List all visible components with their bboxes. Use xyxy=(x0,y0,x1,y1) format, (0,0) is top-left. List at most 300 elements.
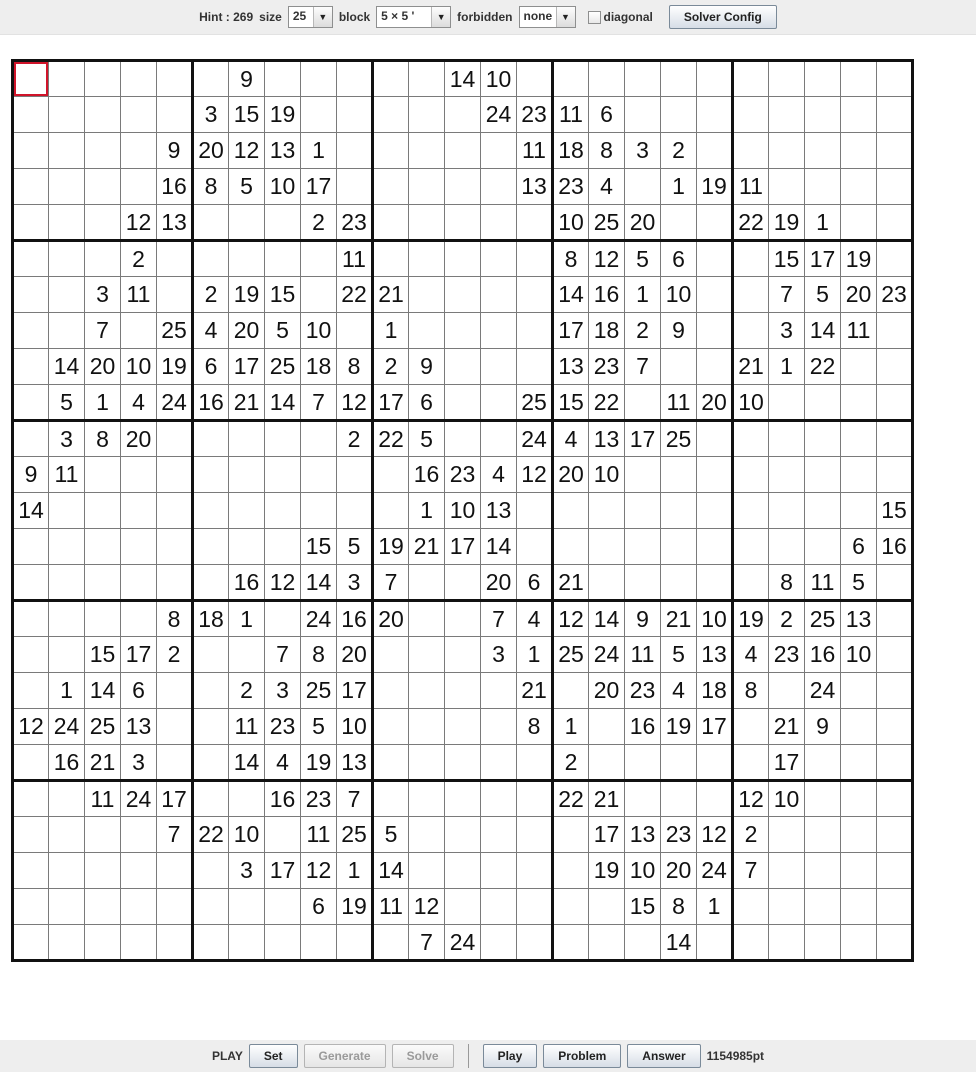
grid-cell[interactable]: 15 xyxy=(85,637,121,673)
grid-cell[interactable]: 20 xyxy=(373,601,409,637)
grid-cell[interactable]: 6 xyxy=(409,385,445,421)
grid-cell[interactable] xyxy=(697,493,733,529)
grid-cell[interactable]: 22 xyxy=(553,781,589,817)
grid-cell[interactable] xyxy=(85,853,121,889)
grid-cell[interactable]: 1 xyxy=(85,385,121,421)
grid-cell[interactable] xyxy=(697,349,733,385)
grid-cell[interactable] xyxy=(409,133,445,169)
grid-cell[interactable]: 12 xyxy=(301,853,337,889)
grid-cell[interactable] xyxy=(481,817,517,853)
grid-cell[interactable]: 19 xyxy=(265,97,301,133)
grid-cell[interactable] xyxy=(13,277,49,313)
grid-cell[interactable]: 10 xyxy=(841,637,877,673)
grid-cell[interactable] xyxy=(841,349,877,385)
grid-cell[interactable] xyxy=(409,313,445,349)
grid-cell[interactable]: 4 xyxy=(193,313,229,349)
grid-cell[interactable] xyxy=(517,889,553,925)
grid-cell[interactable]: 20 xyxy=(589,673,625,709)
grid-cell[interactable]: 3 xyxy=(193,97,229,133)
grid-cell[interactable]: 19 xyxy=(229,277,265,313)
grid-cell[interactable] xyxy=(805,421,841,457)
grid-cell[interactable]: 20 xyxy=(697,385,733,421)
grid-cell[interactable]: 19 xyxy=(661,709,697,745)
grid-cell[interactable]: 10 xyxy=(337,709,373,745)
grid-cell[interactable] xyxy=(841,97,877,133)
grid-cell[interactable]: 5 xyxy=(373,817,409,853)
grid-cell[interactable]: 13 xyxy=(517,169,553,205)
grid-cell[interactable]: 24 xyxy=(157,385,193,421)
grid-cell[interactable] xyxy=(229,421,265,457)
grid-cell[interactable] xyxy=(697,277,733,313)
grid-cell[interactable] xyxy=(697,457,733,493)
grid-cell[interactable] xyxy=(157,493,193,529)
grid-cell[interactable] xyxy=(805,97,841,133)
grid-cell[interactable]: 16 xyxy=(877,529,913,565)
grid-cell[interactable] xyxy=(49,205,85,241)
grid-cell[interactable]: 11 xyxy=(85,781,121,817)
grid-cell[interactable]: 1 xyxy=(337,853,373,889)
grid-cell[interactable]: 20 xyxy=(553,457,589,493)
grid-cell[interactable] xyxy=(409,637,445,673)
grid-cell[interactable] xyxy=(13,241,49,277)
grid-cell[interactable]: 4 xyxy=(481,457,517,493)
grid-cell[interactable] xyxy=(13,205,49,241)
answer-button[interactable]: Answer xyxy=(627,1044,700,1068)
grid-cell[interactable] xyxy=(13,889,49,925)
grid-cell[interactable]: 17 xyxy=(265,853,301,889)
grid-cell[interactable] xyxy=(481,241,517,277)
grid-cell[interactable]: 10 xyxy=(481,61,517,97)
grid-cell[interactable]: 6 xyxy=(517,565,553,601)
grid-cell[interactable] xyxy=(85,169,121,205)
grid-cell[interactable]: 12 xyxy=(553,601,589,637)
grid-cell[interactable] xyxy=(13,385,49,421)
grid-cell[interactable]: 4 xyxy=(733,637,769,673)
grid-cell[interactable] xyxy=(805,493,841,529)
grid-cell[interactable]: 14 xyxy=(445,61,481,97)
grid-cell[interactable]: 13 xyxy=(697,637,733,673)
grid-cell[interactable]: 19 xyxy=(769,205,805,241)
grid-cell[interactable]: 17 xyxy=(697,709,733,745)
grid-cell[interactable] xyxy=(445,385,481,421)
grid-cell[interactable] xyxy=(373,781,409,817)
grid-cell[interactable]: 25 xyxy=(157,313,193,349)
grid-cell[interactable]: 3 xyxy=(121,745,157,781)
grid-cell[interactable] xyxy=(13,601,49,637)
grid-cell[interactable] xyxy=(661,349,697,385)
grid-cell[interactable] xyxy=(13,565,49,601)
grid-cell[interactable] xyxy=(481,349,517,385)
grid-cell[interactable] xyxy=(13,781,49,817)
grid-cell[interactable]: 23 xyxy=(661,817,697,853)
grid-cell[interactable] xyxy=(49,925,85,961)
grid-cell[interactable] xyxy=(409,169,445,205)
grid-cell[interactable] xyxy=(157,709,193,745)
grid-cell[interactable]: 23 xyxy=(301,781,337,817)
grid-cell[interactable] xyxy=(373,493,409,529)
grid-cell[interactable]: 7 xyxy=(481,601,517,637)
grid-cell[interactable]: 8 xyxy=(517,709,553,745)
grid-cell[interactable] xyxy=(697,97,733,133)
grid-cell[interactable] xyxy=(697,313,733,349)
grid-cell[interactable] xyxy=(265,601,301,637)
grid-cell[interactable] xyxy=(697,565,733,601)
grid-cell[interactable]: 20 xyxy=(337,637,373,673)
grid-cell[interactable] xyxy=(625,169,661,205)
grid-cell[interactable] xyxy=(661,781,697,817)
grid-cell[interactable]: 25 xyxy=(265,349,301,385)
grid-cell[interactable]: 15 xyxy=(301,529,337,565)
grid-cell[interactable] xyxy=(877,421,913,457)
grid-cell[interactable]: 2 xyxy=(553,745,589,781)
grid-cell[interactable] xyxy=(121,889,157,925)
grid-cell[interactable] xyxy=(805,61,841,97)
grid-cell[interactable]: 21 xyxy=(661,601,697,637)
grid-cell[interactable] xyxy=(265,205,301,241)
grid-cell[interactable]: 25 xyxy=(85,709,121,745)
grid-cell[interactable]: 3 xyxy=(49,421,85,457)
grid-cell[interactable] xyxy=(697,421,733,457)
grid-cell[interactable]: 6 xyxy=(589,97,625,133)
grid-cell[interactable] xyxy=(301,277,337,313)
grid-cell[interactable] xyxy=(301,421,337,457)
grid-cell[interactable] xyxy=(661,565,697,601)
grid-cell[interactable] xyxy=(193,241,229,277)
grid-cell[interactable] xyxy=(373,637,409,673)
grid-cell[interactable]: 4 xyxy=(517,601,553,637)
grid-cell[interactable] xyxy=(229,781,265,817)
grid-cell[interactable] xyxy=(805,745,841,781)
grid-cell[interactable] xyxy=(121,457,157,493)
grid-cell[interactable] xyxy=(409,745,445,781)
grid-cell[interactable] xyxy=(85,241,121,277)
grid-cell[interactable] xyxy=(661,745,697,781)
grid-cell[interactable] xyxy=(13,97,49,133)
grid-cell[interactable] xyxy=(85,493,121,529)
grid-cell[interactable] xyxy=(733,277,769,313)
grid-cell[interactable]: 10 xyxy=(697,601,733,637)
grid-cell[interactable] xyxy=(517,925,553,961)
grid-cell[interactable] xyxy=(157,529,193,565)
diagonal-checkbox[interactable] xyxy=(588,11,601,24)
grid-cell[interactable] xyxy=(877,61,913,97)
grid-cell[interactable]: 16 xyxy=(589,277,625,313)
grid-cell[interactable]: 10 xyxy=(445,493,481,529)
grid-cell[interactable] xyxy=(121,169,157,205)
grid-cell[interactable] xyxy=(445,97,481,133)
grid-cell[interactable] xyxy=(229,637,265,673)
grid-cell[interactable] xyxy=(49,169,85,205)
grid-cell[interactable] xyxy=(265,61,301,97)
grid-cell[interactable] xyxy=(625,385,661,421)
grid-cell[interactable] xyxy=(877,781,913,817)
grid-cell[interactable] xyxy=(481,205,517,241)
grid-cell[interactable] xyxy=(301,925,337,961)
grid-cell[interactable] xyxy=(697,241,733,277)
grid-cell[interactable] xyxy=(805,133,841,169)
forbidden-select[interactable] xyxy=(519,6,576,28)
grid-cell[interactable]: 20 xyxy=(481,565,517,601)
grid-cell[interactable] xyxy=(49,61,85,97)
grid-cell[interactable] xyxy=(229,493,265,529)
grid-cell[interactable]: 13 xyxy=(337,745,373,781)
grid-cell[interactable]: 11 xyxy=(733,169,769,205)
grid-cell[interactable]: 14 xyxy=(661,925,697,961)
grid-cell[interactable] xyxy=(877,817,913,853)
grid-cell[interactable]: 23 xyxy=(877,277,913,313)
grid-cell[interactable] xyxy=(877,241,913,277)
grid-cell[interactable] xyxy=(517,349,553,385)
grid-cell[interactable]: 3 xyxy=(481,637,517,673)
grid-cell[interactable]: 20 xyxy=(229,313,265,349)
grid-cell[interactable]: 23 xyxy=(553,169,589,205)
grid-cell[interactable]: 8 xyxy=(769,565,805,601)
grid-cell[interactable] xyxy=(445,709,481,745)
grid-cell[interactable] xyxy=(805,529,841,565)
grid-cell[interactable] xyxy=(445,349,481,385)
grid-cell[interactable] xyxy=(481,385,517,421)
grid-cell[interactable]: 18 xyxy=(193,601,229,637)
grid-cell[interactable]: 22 xyxy=(337,277,373,313)
grid-cell[interactable] xyxy=(625,781,661,817)
grid-cell[interactable] xyxy=(661,457,697,493)
grid-cell[interactable]: 9 xyxy=(661,313,697,349)
grid-cell[interactable]: 12 xyxy=(697,817,733,853)
grid-cell[interactable] xyxy=(481,925,517,961)
grid-cell[interactable]: 11 xyxy=(49,457,85,493)
grid-cell[interactable]: 13 xyxy=(589,421,625,457)
grid-cell[interactable] xyxy=(841,889,877,925)
grid-cell[interactable] xyxy=(373,61,409,97)
grid-cell[interactable]: 5 xyxy=(337,529,373,565)
grid-cell[interactable]: 7 xyxy=(625,349,661,385)
grid-cell[interactable] xyxy=(877,673,913,709)
grid-cell[interactable] xyxy=(841,673,877,709)
grid-cell[interactable] xyxy=(229,925,265,961)
grid-cell[interactable]: 10 xyxy=(733,385,769,421)
grid-cell[interactable]: 19 xyxy=(157,349,193,385)
grid-cell[interactable] xyxy=(661,205,697,241)
grid-cell[interactable] xyxy=(157,97,193,133)
grid-cell[interactable] xyxy=(409,205,445,241)
grid-cell[interactable] xyxy=(337,457,373,493)
grid-cell[interactable]: 10 xyxy=(769,781,805,817)
grid-cell[interactable]: 17 xyxy=(373,385,409,421)
grid-cell[interactable] xyxy=(841,61,877,97)
grid-cell[interactable] xyxy=(481,277,517,313)
grid-cell[interactable]: 11 xyxy=(337,241,373,277)
grid-cell[interactable]: 23 xyxy=(589,349,625,385)
grid-cell[interactable] xyxy=(13,349,49,385)
grid-cell[interactable]: 24 xyxy=(805,673,841,709)
grid-cell[interactable] xyxy=(265,529,301,565)
grid-cell[interactable] xyxy=(13,745,49,781)
grid-cell[interactable] xyxy=(877,349,913,385)
grid-cell[interactable] xyxy=(193,637,229,673)
grid-cell[interactable] xyxy=(229,889,265,925)
grid-cell[interactable] xyxy=(193,925,229,961)
grid-cell[interactable] xyxy=(157,889,193,925)
grid-cell[interactable] xyxy=(517,205,553,241)
grid-cell[interactable] xyxy=(157,277,193,313)
grid-cell[interactable] xyxy=(841,709,877,745)
play-button[interactable]: Play xyxy=(483,1044,538,1068)
grid-cell[interactable] xyxy=(697,925,733,961)
grid-cell[interactable] xyxy=(13,817,49,853)
grid-cell[interactable]: 8 xyxy=(589,133,625,169)
grid-cell[interactable]: 25 xyxy=(301,673,337,709)
grid-cell[interactable] xyxy=(193,61,229,97)
grid-cell[interactable] xyxy=(877,169,913,205)
grid-cell[interactable]: 24 xyxy=(481,97,517,133)
grid-cell[interactable]: 11 xyxy=(805,565,841,601)
grid-cell[interactable] xyxy=(409,61,445,97)
problem-button[interactable]: Problem xyxy=(543,1044,621,1068)
grid-cell[interactable] xyxy=(373,457,409,493)
grid-cell[interactable] xyxy=(841,385,877,421)
grid-cell[interactable] xyxy=(49,313,85,349)
grid-cell[interactable] xyxy=(589,745,625,781)
grid-cell[interactable] xyxy=(553,889,589,925)
grid-cell[interactable]: 17 xyxy=(805,241,841,277)
grid-cell[interactable]: 25 xyxy=(589,205,625,241)
grid-cell[interactable]: 5 xyxy=(265,313,301,349)
grid-cell[interactable] xyxy=(193,745,229,781)
grid-cell[interactable]: 4 xyxy=(661,673,697,709)
grid-cell[interactable] xyxy=(589,529,625,565)
grid-cell[interactable] xyxy=(661,529,697,565)
grid-cell[interactable] xyxy=(373,673,409,709)
chevron-down-icon[interactable]: ▼ xyxy=(313,7,332,27)
grid-cell[interactable] xyxy=(769,493,805,529)
grid-cell[interactable] xyxy=(193,421,229,457)
grid-cell[interactable]: 1 xyxy=(517,637,553,673)
block-select[interactable] xyxy=(376,6,451,28)
grid-cell[interactable]: 9 xyxy=(229,61,265,97)
grid-cell[interactable]: 4 xyxy=(589,169,625,205)
grid-cell[interactable]: 7 xyxy=(733,853,769,889)
grid-cell[interactable]: 7 xyxy=(157,817,193,853)
grid-cell[interactable] xyxy=(517,745,553,781)
grid-cell[interactable]: 10 xyxy=(661,277,697,313)
grid-cell[interactable] xyxy=(337,133,373,169)
grid-cell[interactable]: 13 xyxy=(625,817,661,853)
grid-cell[interactable]: 5 xyxy=(229,169,265,205)
grid-cell[interactable] xyxy=(121,313,157,349)
grid-cell[interactable]: 3 xyxy=(265,673,301,709)
grid-cell[interactable] xyxy=(373,925,409,961)
grid-cell[interactable]: 17 xyxy=(589,817,625,853)
grid-cell[interactable] xyxy=(409,709,445,745)
grid-cell[interactable]: 11 xyxy=(517,133,553,169)
grid-cell[interactable]: 10 xyxy=(589,457,625,493)
grid-cell[interactable] xyxy=(841,169,877,205)
grid-cell[interactable]: 25 xyxy=(517,385,553,421)
grid-cell[interactable] xyxy=(733,133,769,169)
grid-cell[interactable] xyxy=(769,925,805,961)
grid-cell[interactable] xyxy=(697,745,733,781)
grid-cell[interactable] xyxy=(769,853,805,889)
grid-cell[interactable] xyxy=(121,925,157,961)
grid-cell[interactable] xyxy=(481,421,517,457)
grid-cell[interactable] xyxy=(445,745,481,781)
grid-cell[interactable] xyxy=(85,925,121,961)
grid-cell[interactable] xyxy=(49,97,85,133)
grid-cell[interactable] xyxy=(85,889,121,925)
grid-cell[interactable]: 12 xyxy=(229,133,265,169)
grid-cell[interactable] xyxy=(193,565,229,601)
grid-cell[interactable]: 1 xyxy=(301,133,337,169)
grid-cell[interactable] xyxy=(157,565,193,601)
grid-cell[interactable] xyxy=(841,457,877,493)
grid-cell[interactable]: 10 xyxy=(229,817,265,853)
grid-cell[interactable] xyxy=(49,601,85,637)
grid-cell[interactable]: 13 xyxy=(553,349,589,385)
grid-cell[interactable]: 1 xyxy=(553,709,589,745)
grid-cell[interactable] xyxy=(337,925,373,961)
grid-cell[interactable]: 8 xyxy=(85,421,121,457)
grid-cell[interactable] xyxy=(697,133,733,169)
grid-cell[interactable] xyxy=(877,709,913,745)
grid-cell[interactable]: 22 xyxy=(589,385,625,421)
grid-cell[interactable] xyxy=(121,529,157,565)
grid-cell[interactable]: 2 xyxy=(193,277,229,313)
grid-cell[interactable] xyxy=(337,493,373,529)
grid-cell[interactable]: 9 xyxy=(13,457,49,493)
grid-cell[interactable]: 21 xyxy=(373,277,409,313)
grid-cell[interactable]: 14 xyxy=(85,673,121,709)
grid-cell[interactable]: 14 xyxy=(301,565,337,601)
grid-cell[interactable] xyxy=(481,709,517,745)
grid-cell[interactable] xyxy=(769,97,805,133)
grid-cell[interactable]: 11 xyxy=(373,889,409,925)
grid-cell[interactable]: 25 xyxy=(337,817,373,853)
grid-cell[interactable]: 1 xyxy=(229,601,265,637)
grid-cell[interactable]: 24 xyxy=(121,781,157,817)
grid-cell[interactable]: 20 xyxy=(85,349,121,385)
grid-cell[interactable]: 3 xyxy=(85,277,121,313)
grid-cell[interactable]: 1 xyxy=(409,493,445,529)
grid-cell[interactable] xyxy=(661,61,697,97)
grid-cell[interactable] xyxy=(553,529,589,565)
grid-cell[interactable]: 16 xyxy=(229,565,265,601)
grid-cell[interactable] xyxy=(877,385,913,421)
grid-cell[interactable] xyxy=(517,241,553,277)
grid-cell[interactable]: 16 xyxy=(193,385,229,421)
grid-cell[interactable] xyxy=(445,781,481,817)
grid-cell[interactable]: 2 xyxy=(625,313,661,349)
grid-cell[interactable] xyxy=(877,313,913,349)
grid-cell[interactable] xyxy=(265,241,301,277)
grid-cell[interactable] xyxy=(373,169,409,205)
grid-cell[interactable] xyxy=(769,61,805,97)
solver-config-button[interactable]: Solver Config xyxy=(669,5,777,29)
grid-cell[interactable] xyxy=(85,457,121,493)
grid-cell[interactable] xyxy=(85,529,121,565)
grid-cell[interactable] xyxy=(481,745,517,781)
grid-cell[interactable] xyxy=(409,97,445,133)
grid-cell[interactable]: 2 xyxy=(769,601,805,637)
grid-cell[interactable] xyxy=(121,493,157,529)
grid-cell[interactable]: 23 xyxy=(265,709,301,745)
grid-cell[interactable]: 5 xyxy=(49,385,85,421)
grid-cell[interactable]: 17 xyxy=(337,673,373,709)
grid-cell[interactable]: 9 xyxy=(157,133,193,169)
grid-cell[interactable]: 17 xyxy=(625,421,661,457)
grid-cell[interactable] xyxy=(769,133,805,169)
grid-cell[interactable] xyxy=(13,133,49,169)
grid-cell[interactable]: 7 xyxy=(265,637,301,673)
